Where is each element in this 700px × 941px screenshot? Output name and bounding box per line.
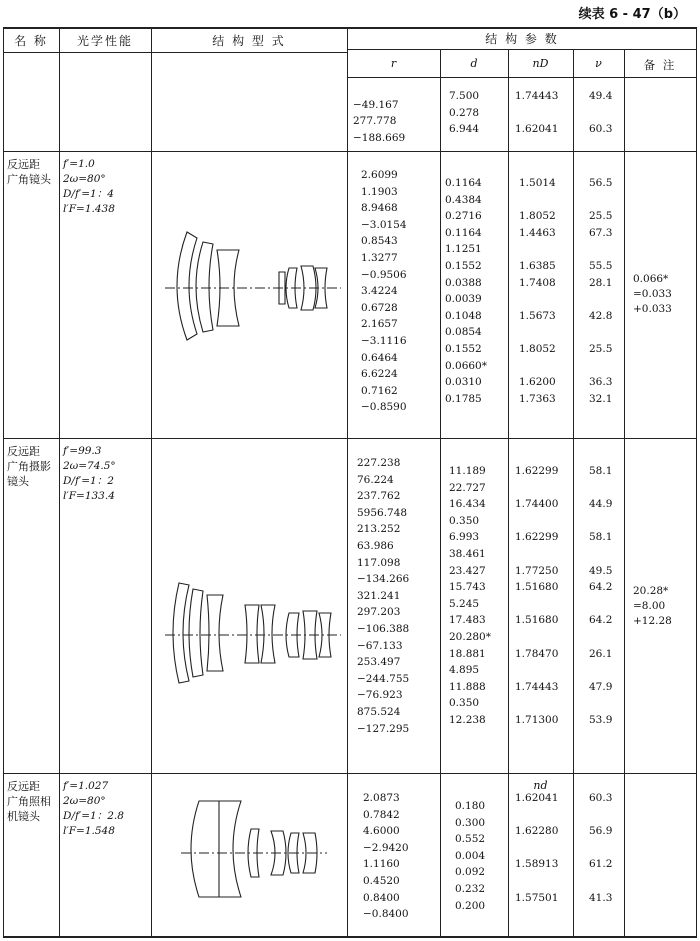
row2-r: 227.238 76.224 237.762 5956.748 213.252 63.986 117.098 −134.266 321.241 297.203 −106.388 −67.133 253.497 −244.755 −76.923 875.524 −127.295 — [357, 457, 410, 735]
row2-n: 1.62299 1.74400 1.62299 1.77250 1.51680 1.51680 1.78470 1.74443 1.71300 — [515, 465, 559, 726]
rule-row-3 — [3, 773, 697, 774]
row1-d: 0.1164 0.4384 0.2716 0.1164 1.1251 0.1552 0.0388 0.0039 0.1048 0.0854 0.1552 0.0660* 0.0310 0.1785 — [445, 177, 487, 405]
rule-header — [3, 52, 347, 53]
rule-col-name — [59, 27, 60, 938]
row1-remark: 0.066* =0.033 +0.033 — [633, 273, 672, 315]
header-d: d — [470, 57, 478, 70]
rule-right — [696, 27, 697, 938]
row2-performance: f′=99.3 2ω=74.5° D/f′=1：2 l′F=133.4 — [63, 445, 116, 502]
row0-d: 7.500 0.278 6.944 — [449, 90, 480, 136]
rule-row-1 — [3, 151, 697, 152]
row3-n-header: nd — [533, 779, 548, 792]
header-v: ν — [595, 57, 602, 70]
row2-lens-diagram-icon — [163, 577, 343, 687]
row2-name: 反远距 广角摄影 镜头 — [7, 445, 51, 488]
row3-r: 2.0873 0.7842 4.6000 −2.9420 1.1160 0.4520 0.8400 −0.8400 — [363, 792, 409, 921]
header-name: 名 称 — [14, 34, 48, 48]
rule-row-2 — [3, 438, 697, 439]
header-r: r — [390, 57, 397, 70]
rule-col-form — [347, 27, 348, 938]
rule-col-perf — [151, 27, 152, 938]
header-structure-params: 结 构 参 数 — [485, 32, 559, 46]
row1-r: 2.6099 1.1903 8.9468 −3.0154 0.8543 1.3277 −0.9506 3.4224 0.6728 2.1657 −3.1116 0.6464 6.6224 0.7162 −0.8590 — [361, 169, 407, 414]
row1-name: 反远距 广角镜头 — [7, 158, 51, 186]
rule-params-split — [347, 49, 697, 50]
row1-lens-diagram-icon — [163, 222, 343, 342]
header-performance: 光学性能 — [76, 34, 133, 48]
row0-n: 1.74443 1.62041 — [515, 90, 559, 136]
row3-name: 反远距 广角照相 机镜头 — [7, 780, 51, 823]
row0-v: 49.4 60.3 — [589, 90, 613, 136]
row3-v: 60.3 56.9 61.2 41.3 — [589, 792, 613, 904]
row3-d: 0.180 0.300 0.552 0.004 0.092 0.232 0.200 — [455, 800, 486, 912]
rule-bottom — [3, 936, 697, 938]
row2-remark: 20.28* =8.00 +12.28 — [633, 585, 672, 627]
rule-col-v — [624, 49, 625, 938]
header-remarks: 备 注 — [643, 58, 677, 72]
row3-n: 1.62041 1.62280 1.58913 1.57501 — [515, 792, 559, 904]
row3-lens-diagram-icon — [179, 793, 329, 903]
row1-v: 56.5 25.5 67.3 55.5 28.1 42.8 25.5 36.3 32.1 — [589, 177, 613, 405]
rule-col-n — [573, 49, 574, 938]
row1-n: 1.5014 1.8052 1.4463 1.6385 1.7408 1.5673 1.8052 1.6200 1.7363 — [519, 177, 556, 405]
row3-performance: f′=1.027 2ω=80° D/f′=1：2.8 l′F=1.548 — [63, 780, 124, 837]
row1-performance: f′=1.0 2ω=80° D/f′=1：4 l′F=1.438 — [63, 158, 115, 215]
row2-d: 11.189 22.727 16.434 0.350 6.993 38.461 23.427 15.743 5.245 17.483 20.280* 18.881 4.895 11.888 0.350 12.238 — [449, 465, 491, 726]
table-caption: 续表 6 - 47（b） — [578, 7, 686, 22]
rule-top — [3, 27, 697, 29]
lens-data-table — [3, 27, 697, 938]
row0-r: −49.167 277.778 −188.669 — [353, 98, 406, 144]
header-structure-form: 结 构 型 式 — [212, 34, 286, 48]
rule-col-d — [508, 49, 509, 938]
rule-left — [3, 27, 4, 938]
rule-col-r — [440, 49, 441, 938]
rule-subheader — [347, 77, 697, 78]
row2-v: 58.1 44.9 58.1 49.5 64.2 64.2 26.1 47.9 53.9 — [589, 465, 613, 726]
header-n: nD — [532, 57, 549, 70]
